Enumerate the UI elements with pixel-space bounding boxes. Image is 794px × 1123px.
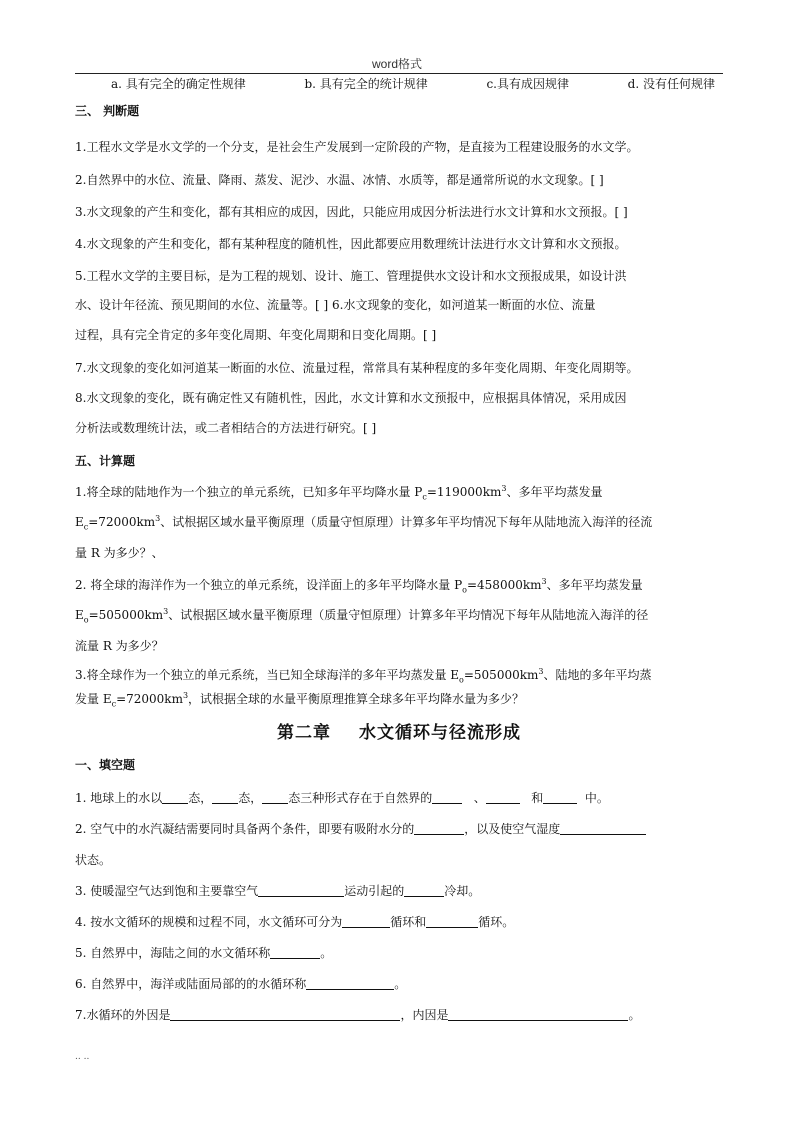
judgement-q1: 1.工程水文学是水文学的一个分支，是社会生产发展到一定阶段的产物，是直接为工程建设服务的水文学。	[75, 140, 639, 154]
option-b: b. 具有完全的统计规律	[304, 77, 428, 91]
blank[interactable]	[426, 915, 478, 928]
chapter-title	[75, 718, 723, 743]
calc-q2-line2: $E_o=505000km^3$、试根据区域水量平衡原理（质量守恒原理）计算多年平均情况下每年从陆地流入海洋的径	[75, 607, 649, 625]
blank[interactable]	[258, 884, 344, 897]
fill-q1: 1. 地球上的水以 态， 态， 态三种形式存在于自然界的 、 和 中。	[75, 791, 609, 805]
choice-options	[75, 73, 723, 95]
judgement-q6-line2: 过程，具有完全肯定的多年变化周期、年变化周期和日变化周期。[ ]	[75, 328, 437, 342]
page-header: word格式	[371, 57, 422, 71]
calc-q1-line2: $E_c=72000km^3$、试根据区域水量平衡原理（质量守恒原理）计算多年平均情况下每年从陆地流入海洋的径流	[75, 514, 653, 532]
calc-q1-line1: 1.将全球的陆地作为一个独立的单元系统，已知多年平均降水量 $P_c=119000km^3$、多年平均蒸发量	[75, 484, 603, 502]
blank[interactable]	[162, 791, 188, 804]
section-calc-heading: 五、计算题	[75, 454, 136, 468]
judgement-q2: 2.自然界中的水位、流量、降雨、蒸发、泥沙、水温、冰情、水质等，都是通常所说的水文现象。[ ]	[75, 173, 604, 187]
section-fill-heading: 一、填空题	[75, 758, 136, 772]
document-body	[75, 76, 723, 1022]
calc-q2-line1: 2. 将全球的海洋作为一个独立的单元系统，设洋面上的多年平均降水量 $P_o=458000km^3$、多年平均蒸发量	[75, 577, 643, 595]
blank[interactable]	[270, 946, 320, 959]
option-c: c.具有成因规律	[486, 77, 569, 91]
chapter-name: 水文循环与径流形成	[359, 723, 521, 743]
fill-q5: 5. 自然界中，海陆之间的水文循环称 。	[75, 946, 333, 960]
judgement-q8-line1: 8.水文现象的变化，既有确定性又有随机性，因此，水文计算和水文预报中，应根据具体情况，采用成因	[75, 391, 627, 405]
blank[interactable]	[212, 791, 238, 804]
fill-q2-line2: 状态。	[75, 853, 112, 867]
fill-q3: 3. 使暖湿空气达到饱和主要靠空气 运动引起的 冷却。	[75, 884, 481, 898]
judgement-q7: 7.水文现象的变化如河道某一断面的水位、流量过程，常常具有某种程度的多年变化周期、年变化周期等。	[75, 361, 639, 375]
chapter-number: 第二章	[277, 723, 331, 743]
blank[interactable]	[342, 915, 390, 928]
judgement-q4: 4.水文现象的产生和变化，都有某种程度的随机性，因此都要应用数理统计法进行水文计算和水文预报。	[75, 237, 627, 251]
page-footer: .. ..	[75, 1052, 90, 1062]
calc-q3-line2: 发量 $E_c=72000km^3$，试根据全球的水量平衡原理推算全球多年平均降水量为多少？	[75, 691, 525, 709]
fill-q4: 4. 按水文循环的规模和过程不同，水文循环可分为 循环和 循环。	[75, 915, 515, 929]
judgement-q3: 3.水文现象的产生和变化，都有其相应的成因，因此，只能应用成因分析法进行水文计算和水文预报。[ ]	[75, 205, 628, 219]
blank[interactable]	[262, 791, 288, 804]
calc-q2-line3: 流量 R 为多少？	[75, 639, 164, 653]
fill-q2-line1: 2. 空气中的水汽凝结需要同时具备两个条件，即要有吸附水分的 ，以及使空气湿度	[75, 820, 646, 837]
blank[interactable]	[414, 822, 464, 835]
blank[interactable]	[448, 1008, 628, 1021]
blank[interactable]	[432, 791, 462, 804]
section-judgement-heading: 三、 判断题	[75, 104, 140, 118]
judgement-q5-line1: 5.工程水文学的主要目标，是为工程的规划、设计、施工、管理提供水文设计和水文预报成果，如设计洪	[75, 269, 627, 283]
blank[interactable]	[306, 977, 394, 990]
calc-q1-line3: 量 R 为多少？、	[75, 546, 164, 560]
calc-q3-line1: 3.将全球作为一个独立的单元系统，当已知全球海洋的多年平均蒸发量 $E_o=505000km^3$、陆地的多年平均蒸	[75, 667, 652, 685]
blank[interactable]	[404, 884, 444, 897]
blank[interactable]	[543, 791, 577, 804]
blank[interactable]	[486, 791, 520, 804]
judgement-q5-line2: 水、设计年径流、预见期间的水位、流量等。[ ] 6.水文现象的变化，如河道某一断面的水位、流量	[75, 298, 596, 312]
fill-q7: 7.水循环的外因是 ，内因是 。	[75, 1008, 641, 1022]
judgement-q8-line2: 分析法或数理统计法，或二者相结合的方法进行研究。[ ]	[75, 421, 377, 435]
blank[interactable]	[170, 1008, 400, 1021]
blank[interactable]	[560, 822, 646, 835]
fill-q6: 6. 自然界中，海洋或陆面局部的的水循环称 。	[75, 977, 407, 991]
option-d: d. 没有任何规律	[627, 77, 715, 91]
option-a: a. 具有完全的确定性规律	[111, 77, 246, 91]
